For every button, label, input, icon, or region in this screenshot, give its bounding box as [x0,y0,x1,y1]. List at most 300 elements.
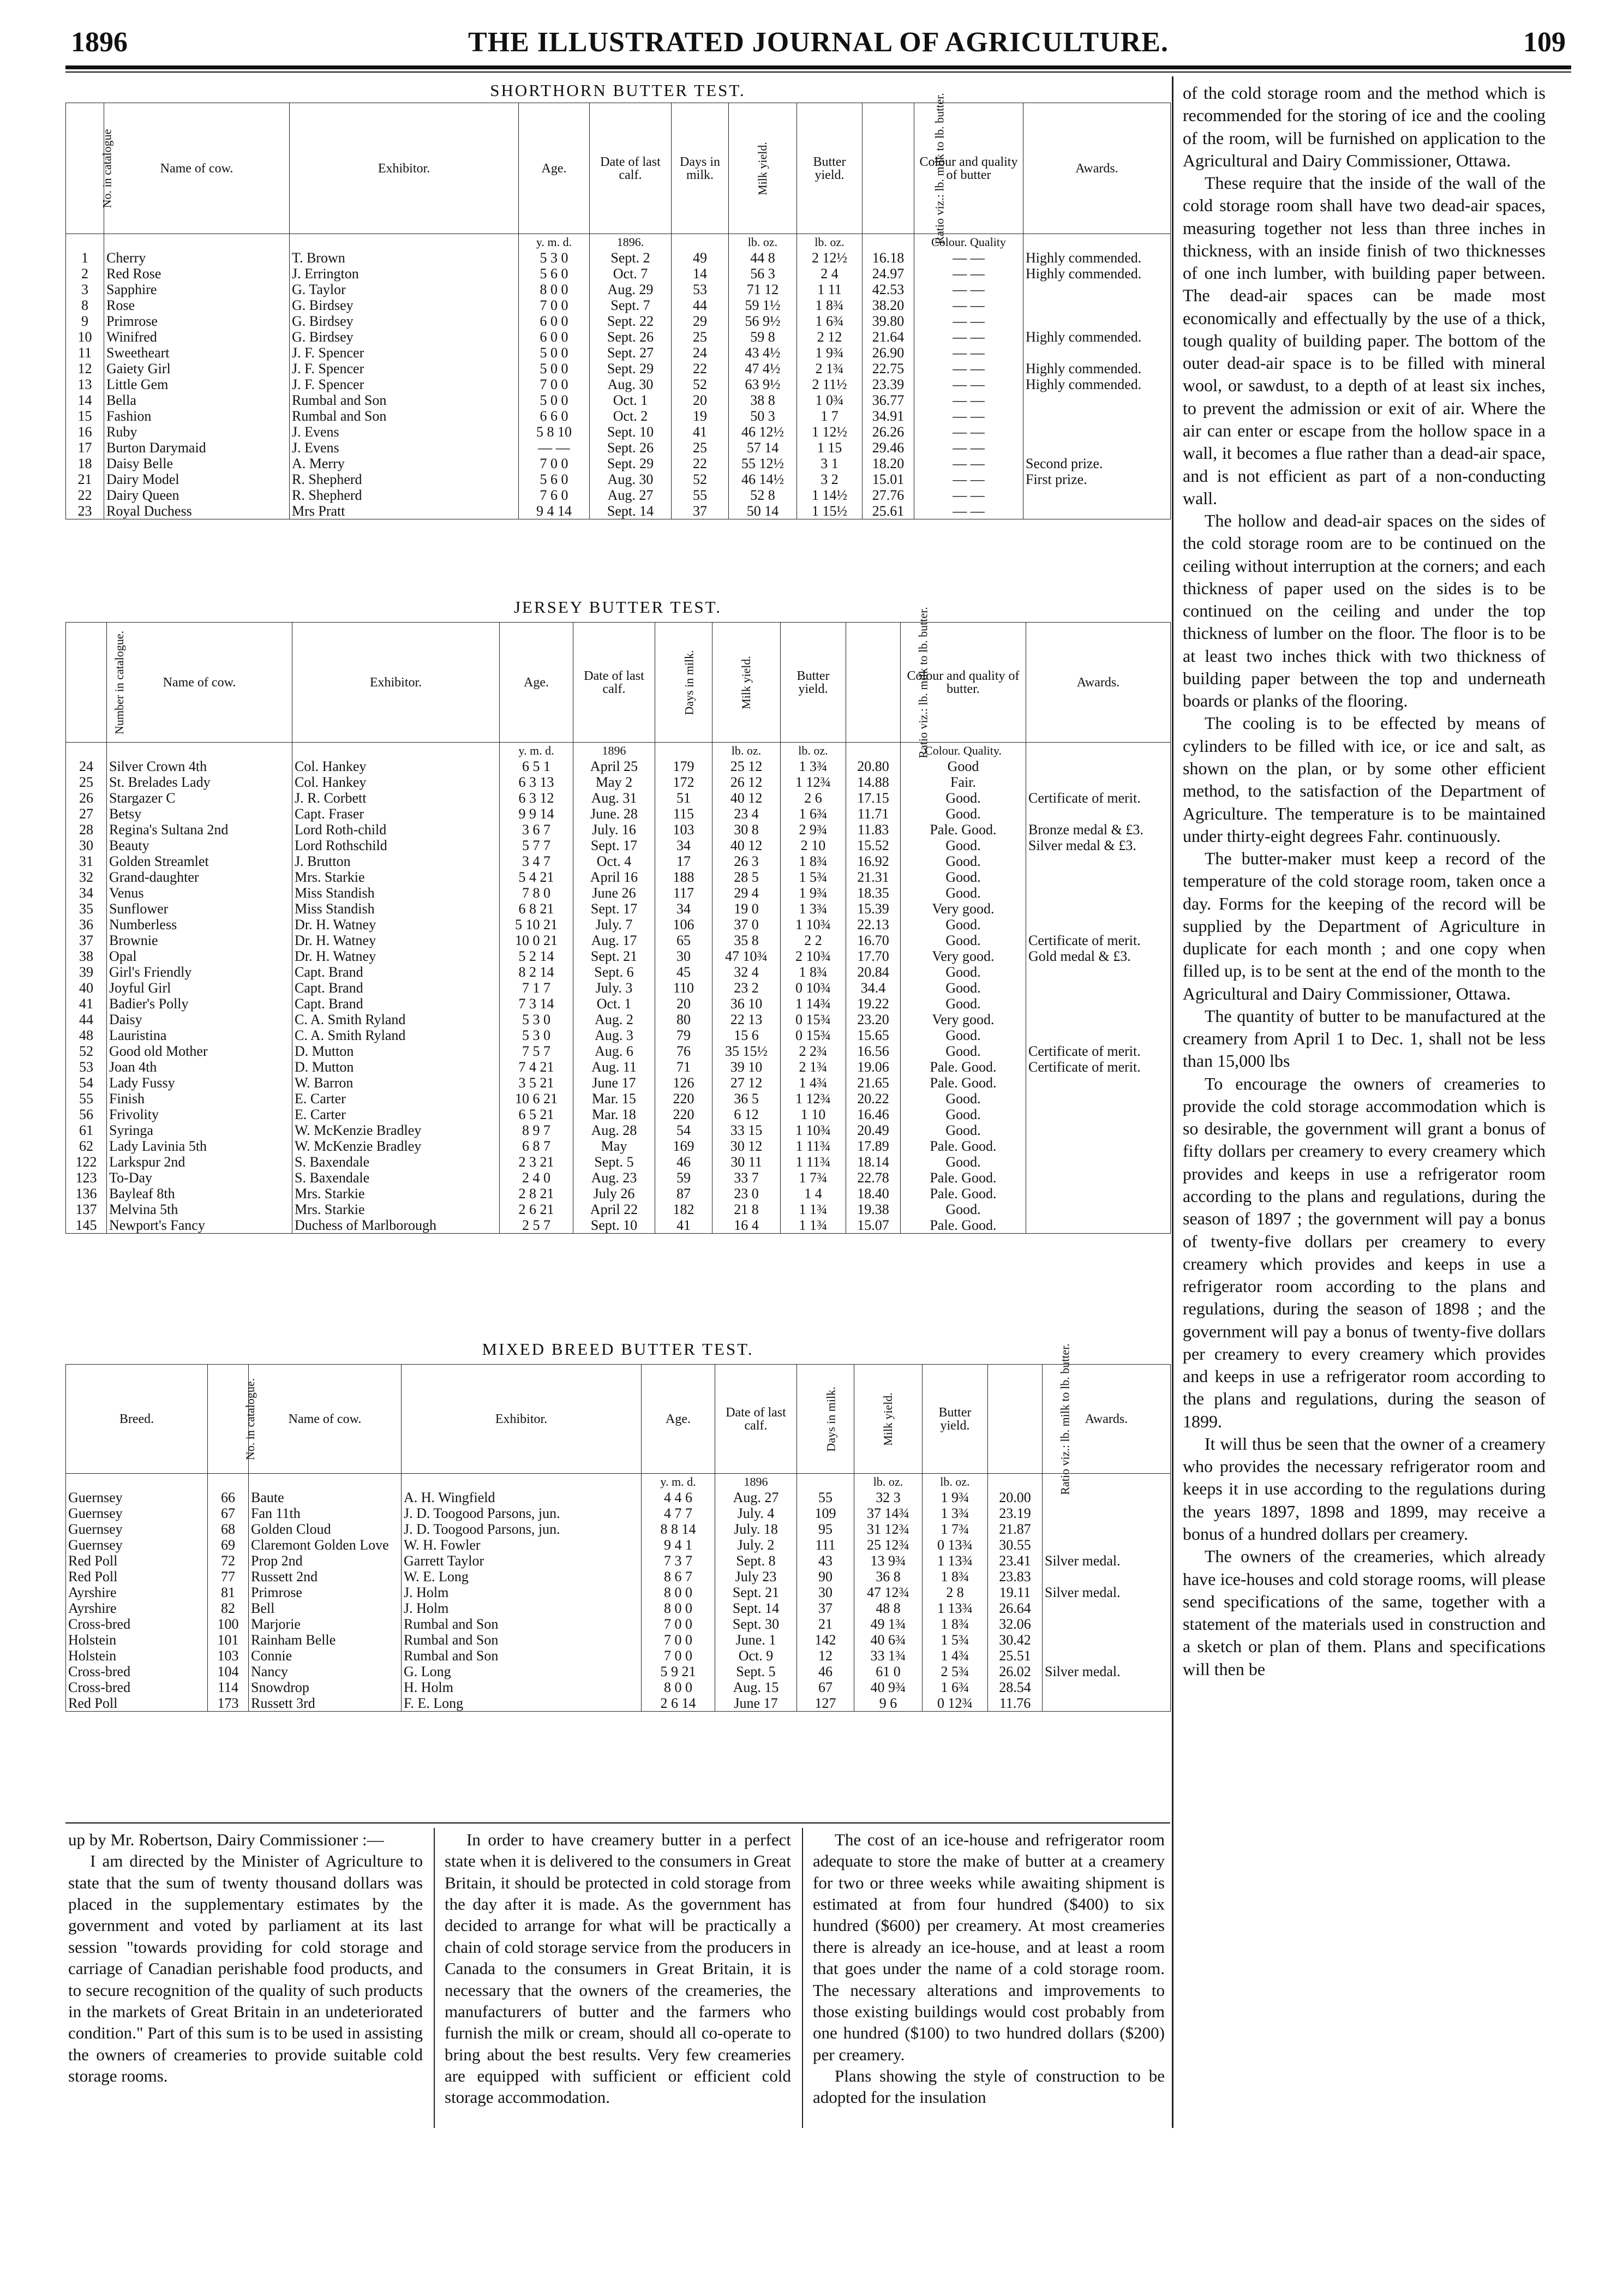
table-cell: Lord Roth-child [292,822,500,838]
table-cell: 2 10¾ [781,948,846,964]
table-cell: 21.87 [988,1521,1043,1537]
table-cell: July 26 [573,1186,655,1201]
table-cell: 20.00 [988,1490,1043,1505]
table-cell: 5 3 0 [500,1012,573,1027]
table-cell: 35 8 [712,932,781,948]
table-cell: Aug. 23 [573,1170,655,1186]
table-cell: 37 [672,503,729,519]
table-row [66,980,1171,996]
table-cell: June. 28 [573,806,655,822]
table-cell: July 23 [715,1569,797,1585]
table-cell: Pale. Good. [901,822,1026,838]
table-cell: 19 0 [712,901,781,917]
table-cell: 16.46 [846,1107,901,1122]
table-cell: 11.71 [846,806,901,822]
table-cell: June 17 [573,1075,655,1091]
table-cell: 15.65 [846,1027,901,1043]
table-cell: 16.18 [863,250,914,266]
table-cell: 19.22 [846,996,901,1012]
column-header: Milk yield. [729,103,797,234]
table-cell: 3 1 [797,456,863,471]
table-cell: 39.80 [863,313,914,329]
table-cell: Oct. 9 [715,1648,797,1664]
table-cell: 56 3 [729,266,797,282]
table-cell: 7 0 0 [642,1648,715,1664]
table-cell: Oct. 7 [590,266,672,282]
unit-label: 1896. [590,234,672,250]
table-cell: 7 0 0 [519,297,590,313]
table-cell: Fair. [901,774,1026,790]
table-cell: Aug. 29 [590,282,672,297]
table-cell: 1 9¾ [797,345,863,361]
table-cell: 46 14½ [729,471,797,487]
table-cell: July. 3 [573,980,655,996]
table-cell: 40 6¾ [854,1632,923,1648]
table-cell: 2 6 [781,790,846,806]
column-header: Milk yield. [712,623,781,743]
table-row [66,790,1171,806]
table-cell: Golden Cloud [249,1521,402,1537]
table-cell [1023,297,1171,313]
table-cell: Good. [901,1091,1026,1107]
table-cell: Good old Mother [107,1043,292,1059]
table-cell: Russett 2nd [249,1569,402,1585]
table-cell: Mar. 15 [573,1091,655,1107]
table-cell: — — [914,503,1023,519]
table-cell: 1 3¾ [923,1505,988,1521]
table-cell: 15.07 [846,1217,901,1234]
table-cell: — — [914,424,1023,440]
table-cell: 1 9¾ [923,1490,988,1505]
table-row [66,1521,1171,1537]
table-cell: 6 5 21 [500,1107,573,1122]
unit-label [107,743,292,759]
table-cell: 7 6 0 [519,487,590,503]
table-cell: 22 13 [712,1012,781,1027]
table-row [66,1553,1171,1569]
table-cell: 5 3 0 [519,250,590,266]
table-cell: 44 [66,1012,107,1027]
table-cell: 69 [208,1537,249,1553]
table-cell: 5 10 21 [500,917,573,932]
column-header: Colour and quality of butter. [901,623,1026,743]
table-cell: Silver medal. [1043,1553,1171,1569]
table-cell: 44 8 [729,250,797,266]
table-cell: Aug. 3 [573,1027,655,1043]
table-cell: 5 3 0 [500,1027,573,1043]
table-cell: Nancy [249,1664,402,1679]
table-cell: 52 [66,1043,107,1059]
unit-label [863,234,914,250]
table-cell: Gaiety Girl [104,361,290,376]
header-rule-thin [65,71,1571,73]
table-cell: 19.38 [846,1201,901,1217]
table-cell: 90 [797,1569,854,1585]
table-row [66,1075,1171,1091]
column-header: Age. [519,103,590,234]
table-cell: April 16 [573,869,655,885]
table-row [66,838,1171,853]
table-cell: Joyful Girl [107,980,292,996]
table-cell: 30 [797,1585,854,1600]
table-cell: J. Brutton [292,853,500,869]
table-cell: 2 6 21 [500,1201,573,1217]
table-cell: 115 [655,806,712,822]
table-cell: Sunflower [107,901,292,917]
table-cell: 38.20 [863,297,914,313]
table-cell [1023,392,1171,408]
table-cell [1043,1505,1171,1521]
table-cell: 27 12 [712,1075,781,1091]
table-cell: Aug. 27 [715,1490,797,1505]
table-cell: 11.76 [988,1695,1043,1712]
table-cell: 18 [66,456,104,471]
table-cell: 100 [208,1616,249,1632]
table-cell: 20 [655,996,712,1012]
table-cell: Newport's Fancy [107,1217,292,1234]
table-cell: Sept. 27 [590,345,672,361]
text-column-2 [445,1829,791,2108]
shorthorn-title: SHORTHORN BUTTER TEST. [490,81,746,100]
table-cell: Bayleaf 8th [107,1186,292,1201]
paragraph: The owners of the creameries, which already have ice-houses and cold storage rooms, will please send specifications of the same, together with a statement of the materials used in construction and a sketch or plan of them. Plans and specifications will then be [1183,1546,1546,1679]
table-cell: 1 7¾ [781,1170,846,1186]
table-cell: — — [914,408,1023,424]
table-cell: 6 5 1 [500,758,573,774]
table-cell: 34.4 [846,980,901,996]
table-cell: Certificate of merit. [1026,790,1171,806]
table-cell: Burton Darymaid [104,440,290,456]
table-cell: 15.01 [863,471,914,487]
table-cell: E. Carter [292,1091,500,1107]
table-cell: 18.14 [846,1154,901,1170]
table-cell: Sept. 14 [590,503,672,519]
table-cell: 38 8 [729,392,797,408]
table-cell: 122 [66,1154,107,1170]
table-cell: 8 0 0 [642,1600,715,1616]
table-cell: 2 12 [797,329,863,345]
table-cell: Stargazer C [107,790,292,806]
table-cell: Lord Rothschild [292,838,500,853]
table-cell: 63 9½ [729,376,797,392]
unit-label: y. m. d. [519,234,590,250]
table-cell: 9 9 14 [500,806,573,822]
table-cell: Col. Hankey [292,774,500,790]
table-cell: 111 [797,1537,854,1553]
table-cell: 23.39 [863,376,914,392]
table-cell: 5 6 0 [519,471,590,487]
table-cell: 2 10 [781,838,846,853]
table-cell: Certificate of merit. [1026,932,1171,948]
table-row [66,424,1171,440]
table-cell: 0 12¾ [923,1695,988,1712]
table-cell: J. Holm [402,1600,642,1616]
table-cell: Syringa [107,1122,292,1138]
table-cell: 179 [655,758,712,774]
table-cell: Sept. 26 [590,440,672,456]
table-cell: Claremont Golden Love [249,1537,402,1553]
unit-label [655,743,712,759]
column-header: Butter yield. [923,1365,988,1474]
table-cell: 1 11 [797,282,863,297]
table-cell: Sweetheart [104,345,290,361]
column-header: Date of last calf. [573,623,655,743]
table-cell: Sept. 2 [590,250,672,266]
table-row [66,1569,1171,1585]
table-cell: Aug. 2 [573,1012,655,1027]
table-cell: 28 5 [712,869,781,885]
mixed-title: MIXED BREED BUTTER TEST. [482,1340,754,1359]
column-divider-right [1172,76,1173,2128]
table-row [66,1138,1171,1154]
table-cell: 36.77 [863,392,914,408]
table-cell: 3 4 7 [500,853,573,869]
unit-label: 1896 [573,743,655,759]
table-cell: 8 0 0 [519,282,590,297]
table-cell: Highly commended. [1023,361,1171,376]
table-cell: 23 [66,503,104,519]
table-cell: Oct. 4 [573,853,655,869]
table-cell: 24 [66,758,107,774]
table-row [66,853,1171,869]
table-row [66,456,1171,471]
table-cell: D. Mutton [292,1059,500,1075]
table-cell [1026,1154,1171,1170]
table-cell: 169 [655,1138,712,1154]
paragraph: It will thus be seen that the owner of a creamery who provides the necessary refrigerator room and keeps it in use according to the regulations during the years 1897, 1898 and 1899, may receive a bonus of a hundred dollars per creamery. [1183,1433,1546,1544]
table-cell: May 2 [573,774,655,790]
table-cell: July. 4 [715,1505,797,1521]
table-cell: 0 13¾ [923,1537,988,1553]
table-cell: 34 [655,838,712,853]
table-cell: Russett 3rd [249,1695,402,1712]
table-cell: 1 12¾ [781,1091,846,1107]
table-cell: 15 [66,408,104,424]
table-cell: 126 [655,1075,712,1091]
table-cell: 114 [208,1679,249,1695]
table-cell: 39 [66,964,107,980]
table-cell: Rainham Belle [249,1632,402,1648]
table-cell: Mrs. Starkie [292,1186,500,1201]
table-cell: 26.02 [988,1664,1043,1679]
table-cell: Sept. 29 [590,361,672,376]
table-cell: 52 [672,471,729,487]
table-cell: Sept. 17 [573,901,655,917]
table-row [66,282,1171,297]
table-cell: 30 [66,838,107,853]
column-divider-2 [802,1828,803,2128]
table-cell: 20 [672,392,729,408]
column-header: Awards. [1043,1365,1171,1474]
table-cell: Girl's Friendly [107,964,292,980]
table-cell: 24.97 [863,266,914,282]
table-cell: G. Long [402,1664,642,1679]
table-cell: 1 [66,250,104,266]
paragraph: The butter-maker must keep a record of the temperature of the cold storage room, taken once a day. Forms for the keeping of the record will be supplied by the Department of Agriculture in duplicate for each month ; and one copy when filled up, is to be sent at the end of the month to the Agricultural and Dairy Commissioner, Ottawa. [1183,848,1546,1003]
table-cell: June. 1 [715,1632,797,1648]
table-cell: 1 0¾ [797,392,863,408]
table-cell: Very good. [901,948,1026,964]
table-cell: — — [914,456,1023,471]
table-cell: 21 [66,471,104,487]
table-cell: 1 13¾ [923,1553,988,1569]
table-cell: July. 2 [715,1537,797,1553]
table-cell: 8 0 0 [642,1679,715,1695]
table-cell: 67 [797,1679,854,1695]
table-cell: 6 0 0 [519,329,590,345]
table-cell: Good. [901,806,1026,822]
table-cell: 24 [672,345,729,361]
table-cell: 37 [66,932,107,948]
table-cell: 106 [655,917,712,932]
table-cell: 1 8¾ [923,1616,988,1632]
table-cell: 2 5 7 [500,1217,573,1234]
table-row [66,1585,1171,1600]
table-cell: Snowdrop [249,1679,402,1695]
table-cell: Aug. 31 [573,790,655,806]
table-row [66,329,1171,345]
table-cell: 40 12 [712,790,781,806]
table-row [66,1695,1171,1712]
table-cell [1026,774,1171,790]
unit-label [66,234,104,250]
table-cell: 47 12¾ [854,1585,923,1600]
paragraph: I am directed by the Minister of Agriculture to state that the sum of twenty thousand dollars was placed in the supplementary estimates by the government and voted by parliament at its last session "towards providing for cold storage and carriage of Canadian perishable food products, and to secure recognition of the quality of such products in the markets of Great Britain in an undeteriorated condition." Part of this sum is to be used in assisting the owners of creameries to provide suitable cold storage rooms. [68,1851,423,2085]
table-cell: Highly commended. [1023,250,1171,266]
table-cell: 35 [66,901,107,917]
table-cell [1026,1186,1171,1201]
table-cell: 34 [66,885,107,901]
table-cell: S. Baxendale [292,1170,500,1186]
table-cell: Sept. 6 [573,964,655,980]
table-cell [1026,806,1171,822]
table-cell: 15.39 [846,901,901,917]
table-row [66,758,1171,774]
table-cell: 7 0 0 [642,1616,715,1632]
table-cell: 20.49 [846,1122,901,1138]
table-cell [1026,901,1171,917]
table-cell: Guernsey [66,1490,208,1505]
table-cell: T. Brown [290,250,519,266]
table-cell: 40 [66,980,107,996]
table-cell: 10 0 21 [500,932,573,948]
jersey-title: JERSEY BUTTER TEST. [513,597,722,617]
table-cell: Regina's Sultana 2nd [107,822,292,838]
table-cell: 46 [797,1664,854,1679]
table-cell: Winifred [104,329,290,345]
table-cell: 1 5¾ [923,1632,988,1648]
table-cell: St. Brelades Lady [107,774,292,790]
table-cell [1026,1170,1171,1186]
table-cell: Aug. 11 [573,1059,655,1075]
table-cell: G. Birdsey [290,329,519,345]
table-cell [1026,1075,1171,1091]
table-cell [1026,996,1171,1012]
table-cell: 13 [66,376,104,392]
table-cell: 7 3 7 [642,1553,715,1569]
table-row [66,948,1171,964]
table-cell: W. Barron [292,1075,500,1091]
table-cell: 1 5¾ [781,869,846,885]
table-row [66,487,1171,503]
table-cell: 1 6¾ [923,1679,988,1695]
table-cell: 1 12½ [797,424,863,440]
table-cell: Good. [901,1122,1026,1138]
table-cell: Silver Crown 4th [107,758,292,774]
paragraph: These require that the inside of the wall of the cold storage room shall have two dead-air spaces, measuring together not less than three inches in thickness, with an inside finish of two thicknesses of one inch lumber, with building paper between. The dead-air spaces can be made most economically and effectually by the use of a thick, tough quality of building paper. The bottom of the outer dead-air space is to be filled with mineral wool, or sawdust, to a depth of at least six inches, to prevent the admission or exit of air. Where the air can enter or escape from the hollow space in a wall, it becomes a flue rather than a dead-air space, and is not efficient as part of a non-conducting wall. [1183,173,1546,508]
table-cell [1026,1027,1171,1043]
table-row [66,1600,1171,1616]
table-cell: Ayrshire [66,1600,208,1616]
table-cell: Pale. Good. [901,1059,1026,1075]
table-cell: 6 6 0 [519,408,590,424]
table-cell [1026,1138,1171,1154]
table-cell: 31 [66,853,107,869]
table-cell: 43 [797,1553,854,1569]
table-cell: J. D. Toogood Parsons, jun. [402,1521,642,1537]
unit-label [66,743,107,759]
table-cell: 42.53 [863,282,914,297]
table-cell: 8 8 14 [642,1521,715,1537]
column-header: Days in milk. [655,623,712,743]
column-header: Exhibitor. [292,623,500,743]
table-cell: Lady Fussy [107,1075,292,1091]
table-cell: 51 [655,790,712,806]
column-header: Days in milk. [672,103,729,234]
table-cell: Capt. Brand [292,964,500,980]
table-cell: 32.06 [988,1616,1043,1632]
table-cell: 52 [672,376,729,392]
table-cell: 123 [66,1170,107,1186]
table-cell: Oct. 1 [573,996,655,1012]
table-cell: 2 12½ [797,250,863,266]
table-cell: 29 4 [712,885,781,901]
table-cell: 54 [66,1075,107,1091]
table-cell: — — [914,345,1023,361]
table-row [66,503,1171,519]
table-cell [1023,424,1171,440]
table-cell: 1 8¾ [781,853,846,869]
table-cell [1026,853,1171,869]
table-cell: Red Rose [104,266,290,282]
table-cell: 30 11 [712,1154,781,1170]
table-cell: 34.91 [863,408,914,424]
unit-label: lb. oz. [923,1474,988,1490]
table-cell: 6 8 7 [500,1138,573,1154]
table-cell: 48 [66,1027,107,1043]
table-cell: 0 10¾ [781,980,846,996]
column-header: Days in milk. [797,1365,854,1474]
table-cell: — — [914,297,1023,313]
table-cell: 56 [66,1107,107,1122]
table-cell [1026,964,1171,980]
table-cell: 61 0 [854,1664,923,1679]
table-cell: R. Shepherd [290,471,519,487]
table-cell: Ayrshire [66,1585,208,1600]
table-cell: G. Birdsey [290,297,519,313]
table-cell: 23.19 [988,1505,1043,1521]
table-cell: 2 2 [781,932,846,948]
table-cell: 2 5¾ [923,1664,988,1679]
table-cell: 5 7 7 [500,838,573,853]
table-cell: 23 0 [712,1186,781,1201]
table-cell: 71 12 [729,282,797,297]
column-header: Age. [500,623,573,743]
table-cell: 23.41 [988,1553,1043,1569]
table-cell: Highly commended. [1023,266,1171,282]
table-cell: 2 8 21 [500,1186,573,1201]
table-cell: 46 [655,1154,712,1170]
